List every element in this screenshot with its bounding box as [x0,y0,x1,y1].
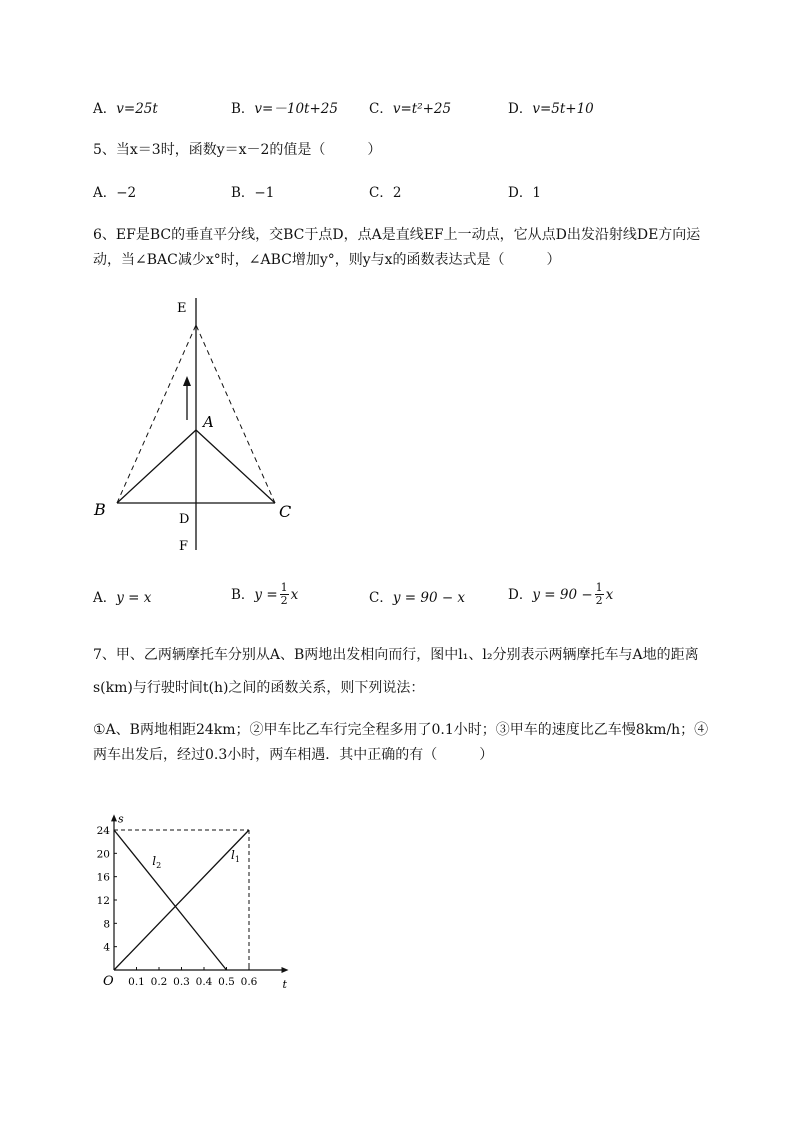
q7-stem-line3: ①A、B两地相距24km；②甲车比乙车行完全程多用了0.1小时；③甲车的速度比乙车慢8km/h；④ [93,722,709,738]
y-tick-label: 4 [103,941,110,954]
q4-option-a: A．v=25t [93,101,158,117]
y-tick-label: 20 [96,848,110,861]
x-tick-label: 0.3 [173,976,190,988]
q4-option-b: B．v=－10t+25 [231,101,338,117]
series-line-l1 [114,830,249,970]
label-f: F [179,539,189,554]
label-e: E [177,301,187,316]
q5-option-c: C．2 [369,185,402,201]
q5-option-a: A．−2 [93,185,137,201]
x-tick-label: 0.4 [195,976,213,988]
q6-option-b: B． y = $\frac{1}{2}$ x [231,581,299,607]
motion-arrow-head [183,376,191,386]
x-tick-label: 0.6 [240,976,258,988]
segment-ac [196,430,275,503]
series-label-l2: $l_2$ [152,854,162,870]
series-line-l2 [114,830,227,970]
series-label-l1: $l_1$ [231,848,240,865]
y-axis-arrow [111,814,117,821]
q4-option-d: D．v=5t+10 [508,101,594,117]
y-tick-label: 12 [96,895,110,907]
q6-stem-line1: 6、EF是BC的垂直平分线，交BC于点D，点A是直线EF上一动点，它从点D出发沿射线DE方向运 [93,227,701,243]
x-tick-label: 0.5 [218,976,235,988]
dashed-be [117,325,196,503]
fraction-one-half: $\frac{1}{2}$ [595,581,603,607]
x-tick-label: 0.1 [128,976,145,988]
x-axis-label: t [282,978,287,991]
fraction-one-half: $\frac{1}{2}$ [280,581,288,607]
y-tick-label: 24 [96,825,110,837]
segment-ab [117,430,196,503]
q6-option-c: C．y = 90 − x [369,590,466,606]
y-tick-label: 16 [96,871,110,884]
label-b: B [94,500,106,519]
y-axis-label: s [118,812,124,826]
q7-stem-line1: 7、甲、乙两辆摩托车分别从A、B两地出发相向而行，图中l₁、l₂分别表示两辆摩托车与A地的距离 [93,647,699,663]
label-a: A [203,413,214,431]
origin-label: O [103,974,114,989]
q6-option-a: A．y = x [93,590,152,606]
label-d: D [179,512,190,527]
q4-option-c: C．v=t²+25 [369,101,452,117]
q6-option-d: D． y = 90 − $\frac{1}{2}$ x [508,581,614,607]
x-axis-arrow [282,967,289,973]
y-tick-label: 8 [103,918,110,931]
x-tick-label: 0.2 [150,976,168,988]
q5-option-d: D．1 [508,185,541,201]
q6-triangle-figure [85,290,305,560]
q7-distance-time-chart [92,785,302,995]
label-c: C [279,502,292,521]
q7-stem-line2: s(km)与行驶时间t(h)之间的函数关系，则下列说法： [93,680,425,696]
q6-stem-line2: 动，当∠BAC减少x°时，∠ABC增加y°，则y与x的函数表达式是（ ） [93,252,561,268]
q7-stem-line4: 两车出发后，经过0.3小时，两车相遇．其中正确的有（ ） [93,747,494,763]
q5-option-b: B．−1 [231,185,275,201]
q5-stem: 5、当x＝3时，函数y＝x－2的值是（ ） [93,142,382,158]
